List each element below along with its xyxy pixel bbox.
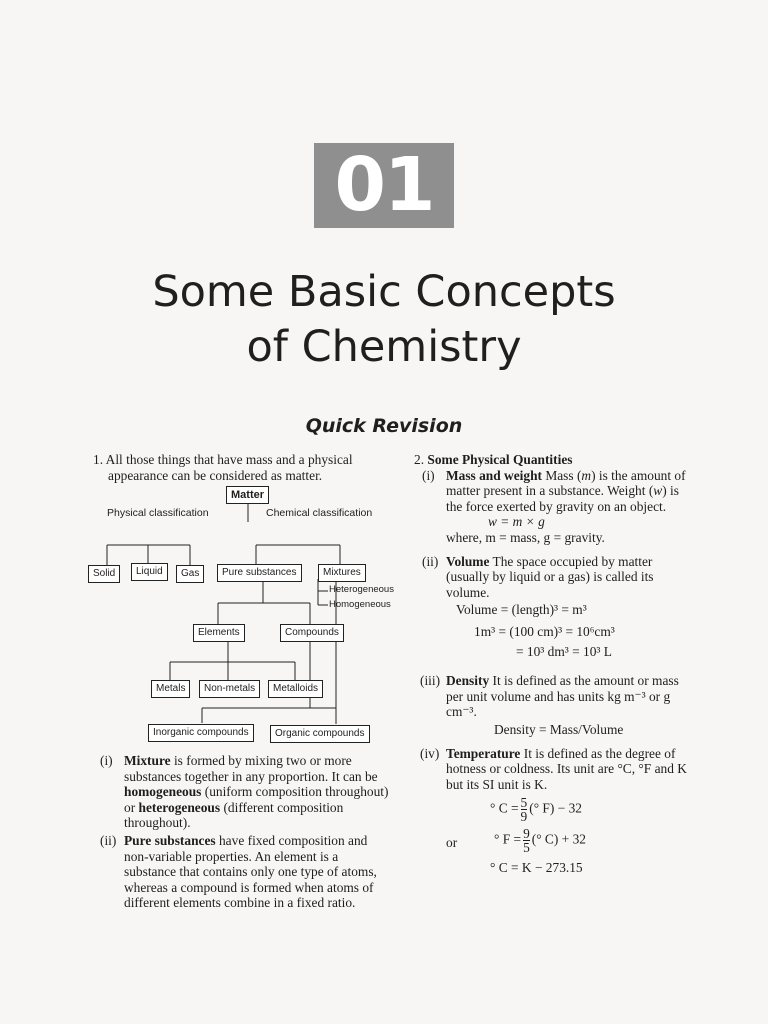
eq2-left: ° F = — [494, 831, 522, 847]
eq2-numerator: 9 — [523, 826, 530, 842]
tree-node-liquid: Liquid — [131, 563, 168, 581]
right-sub-item-ii — [414, 554, 690, 660]
term-mass-weight: Mass and weight — [446, 467, 542, 483]
tree-node-compounds: Compounds — [280, 624, 344, 642]
eq1-right: (° F) − 32 — [529, 800, 582, 816]
eq1-denominator: 9 — [520, 809, 528, 825]
eq1-numerator: 5 — [520, 795, 528, 811]
left-sub-item-ii — [92, 833, 392, 911]
chapter-title-line2: of Chemistry — [246, 322, 522, 372]
tree-node-metalloids: Metalloids — [268, 680, 323, 698]
right-ii-text: The space occupied by matter (usually by liquid or a gas) is called its volume. — [446, 553, 654, 600]
left-sub-item-i — [92, 753, 392, 831]
eq1-left: ° C = — [490, 800, 519, 816]
right-i-text2: ) is the amount of matter present in a substance. Weight ( — [446, 467, 686, 499]
right-sub-iv-number: (iv) — [420, 745, 440, 761]
left-sub-i-text2: (uniform composition throughout) or — [124, 784, 389, 815]
tree-node-organic-compounds: Organic compounds — [270, 725, 370, 743]
right-i-text1: Mass ( — [541, 467, 582, 483]
tree-node-nonmetals: Non-metals — [199, 680, 260, 698]
right-sub-item-iii — [414, 673, 690, 737]
left-sub-i-text1: is formed by mixing two or more substances together in any proportion. It can be — [124, 753, 378, 784]
tree-label-physical: Physical classification — [107, 507, 209, 519]
tree-node-metals: Metals — [151, 680, 190, 698]
or-label: or — [446, 835, 458, 851]
chapter-number-badge: 01 — [314, 143, 454, 228]
tree-node-pure-substances: Pure substances — [217, 564, 302, 582]
right-i-symbol-m: m — [581, 467, 592, 483]
term-density: Density — [446, 673, 490, 689]
tree-node-gas: Gas — [176, 565, 204, 583]
tree-node-mixtures: Mixtures — [318, 564, 366, 582]
eq2-denominator: 5 — [523, 840, 530, 856]
equation-volume: Volume = (length)³ = m³ — [456, 602, 587, 618]
equation-density: Density = Mass/Volume — [494, 721, 624, 737]
left-sub-i-text3: (different composition throughout). — [124, 799, 344, 831]
right-sub-iii-number: (iii) — [420, 673, 441, 689]
equation-weight: w = m × g — [488, 514, 545, 530]
right-column — [414, 452, 690, 876]
term-pure-substances: Pure substances — [124, 832, 216, 848]
right-sub-i-number: (i) — [422, 467, 435, 483]
fraction-5-9 — [521, 796, 528, 823]
right-sub-item-i — [414, 468, 690, 546]
item-2-number: 2. — [414, 452, 425, 467]
tree-node-matter: Matter — [226, 486, 269, 504]
tree-label-chemical: Chemical classification — [266, 507, 373, 519]
tree-node-elements: Elements — [193, 624, 245, 642]
equation-where: where, m = mass, g = gravity. — [446, 529, 605, 545]
term-volume: Volume — [446, 553, 490, 569]
eq2-right: (° C) + 32 — [531, 831, 586, 847]
right-sub-item-iv — [414, 746, 690, 876]
term-homogeneous: homogeneous — [124, 784, 202, 800]
fraction-9-5 — [523, 827, 530, 854]
left-sub-ii-text: have fixed composition and non-variable properties. An element is a substance that contains only one type of atoms, whereas a compound is formed when atoms of different elements combine in a fixed ratio. — [124, 832, 377, 911]
item-2-heading-text: Some Physical Quantities — [427, 452, 573, 467]
equation-fahrenheit — [446, 827, 690, 854]
equation-kelvin: ° C = K − 273.15 — [490, 860, 583, 876]
chapter-title-line1: Some Basic Concepts — [152, 267, 616, 317]
item-1-body: All those things that have mass and a physical appearance can be considered as matter. — [105, 452, 353, 483]
left-sub-items — [92, 753, 392, 911]
term-heterogeneous: heterogeneous — [138, 799, 221, 815]
right-i-symbol-w: w — [653, 483, 663, 499]
right-iv-text: It is defined as the degree of hotness or coldness. Its unit are °C, °F and K but its SI unit is K. — [446, 745, 687, 792]
tree-node-solid: Solid — [88, 565, 120, 583]
tree-label-homogeneous: Homogeneous — [329, 599, 391, 610]
equation-celsius — [446, 796, 690, 823]
section-heading: Quick Revision — [305, 415, 463, 437]
right-i-text3: ) is the force exerted by gravity on an object. — [446, 483, 679, 514]
equation-volume-litre: = 10³ dm³ = 10³ L — [516, 643, 612, 659]
equation-volume-conversion: 1m³ = (100 cm)³ = 10⁶cm³ — [474, 623, 615, 639]
tree-label-heterogeneous: Heterogeneous — [329, 584, 394, 595]
left-sub-i-number: (i) — [100, 753, 113, 768]
left-sub-ii-number: (ii) — [100, 832, 117, 848]
right-sub-ii-number: (ii) — [422, 553, 439, 569]
tree-node-inorganic-compounds: Inorganic compounds — [148, 724, 254, 742]
right-iii-text: It is defined as the amount or mass per unit volume and has units kg m⁻³ or g cm⁻³. — [446, 673, 679, 720]
term-temperature: Temperature — [446, 745, 521, 761]
term-mixture: Mixture — [124, 753, 171, 768]
item-1-number: 1. — [93, 452, 104, 467]
item-2-heading — [414, 452, 690, 468]
